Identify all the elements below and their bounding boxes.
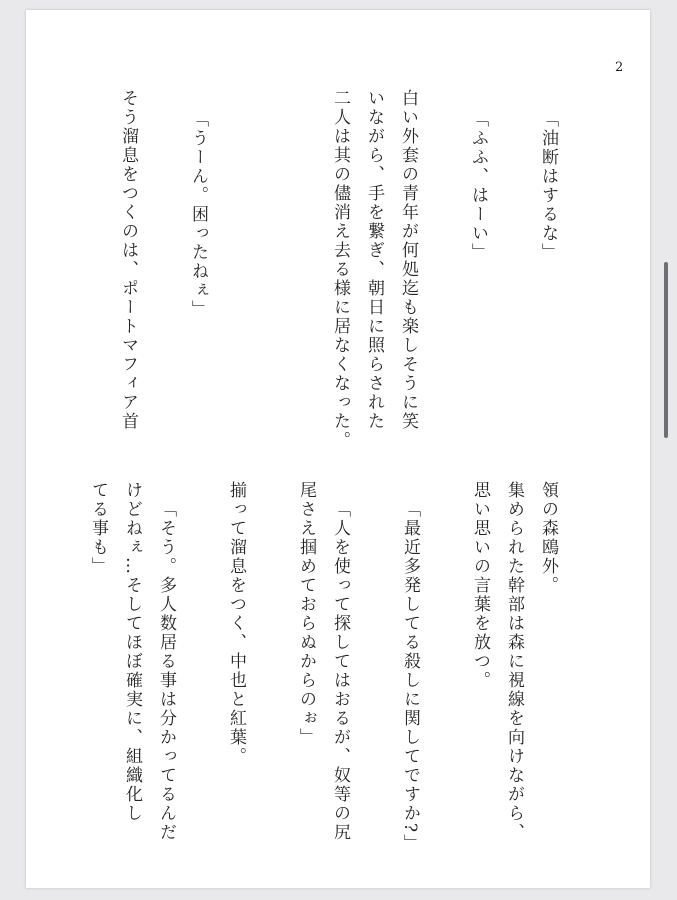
text-line: そう溜息をつくのは、ポートマフィア首 [118, 89, 138, 431]
text-line: 二人は其の儘消え去る様に居なくなった。 [330, 89, 350, 450]
text-line: 「人を使って探してはおるが、奴等の尻 [330, 500, 350, 842]
text-line: いながら、手を繋ぎ、朝日に照らされた [364, 89, 384, 431]
text-line: 「最近多発してる殺しに関してですか?」 [400, 500, 420, 854]
text-line: 揃って溜息をつく、中也と紅葉。 [226, 481, 246, 766]
text-line: 白い外套の青年が何処迄も楽しそうに笑 [398, 89, 418, 431]
text-line: 集められた幹部は森に視線を向けながら、 [504, 481, 524, 842]
text-line: てる事も」 [88, 481, 108, 576]
text-line: 「うーん。困ったねぇ」 [188, 110, 208, 319]
text-line: 「油断はするな」 [538, 110, 558, 262]
text-line: 尾さえ掴めておらぬからのぉ」 [296, 481, 316, 747]
text-line: 領の森鴎外。 [538, 481, 558, 595]
book-page [26, 10, 650, 888]
text-line: 「ふふ、はーい」 [468, 110, 488, 262]
text-line: けどねぇ…そしてほぼ確実に、組織化し [122, 481, 142, 823]
text-line: 思い思いの言葉を放つ。 [470, 481, 490, 690]
text-line: 「そう。多人数居る事は分かってるんだ [156, 500, 176, 842]
scrollbar-thumb[interactable] [664, 262, 668, 438]
page-number: 2 [615, 60, 624, 75]
